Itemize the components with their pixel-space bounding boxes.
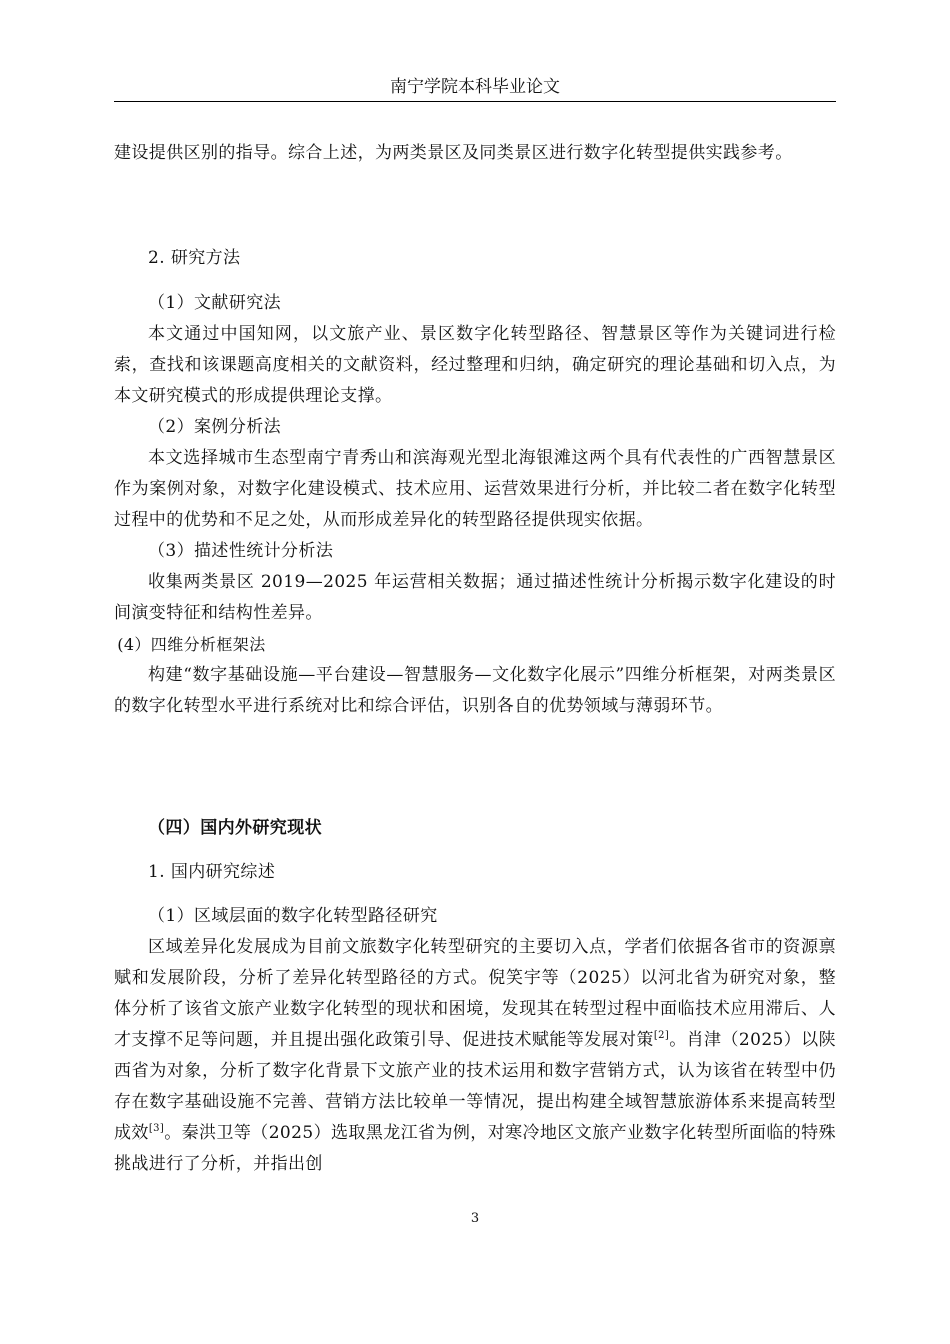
method-1-text: 本文通过中国知网，以文旅产业、景区数字化转型路径、智慧景区等作为关键词进行检索，查找和该课题高度相关的文献资料，经过整理和归纳，确定研究的理论基础和切入点，为本文研究模式的形成提供理论支撑。 — [114, 324, 836, 406]
research-status-block — [114, 813, 836, 1180]
regional-path-paragraph — [114, 932, 836, 1180]
running-header: 南宁学院本科毕业论文 — [390, 77, 560, 97]
section-4-heading: （四）国内外研究现状 — [148, 818, 322, 838]
citation-ref[interactable]: [2] — [653, 1030, 670, 1041]
method-4-title: (4）四维分析框架法 — [117, 635, 266, 654]
continuation-paragraph: 建设提供区别的指导。综合上述，为两类景区及同类景区进行数字化转型提供实践参考。 — [114, 143, 793, 163]
header-divider — [114, 101, 836, 102]
methods-heading: 2. 研究方法 — [148, 248, 241, 268]
method-2-text: 本文选择城市生态型南宁青秀山和滨海观光型北海银滩这两个具有代表性的广西智慧景区作为案例对象，对数字化建设模式、技术应用、运营效果进行分析，并比较二者在数字化转型过程中的优势和不足之处，从而形成差异化的转型路径提供现实依据。 — [114, 448, 836, 530]
page-number: 3 — [470, 1211, 480, 1226]
continuation-block — [114, 138, 836, 169]
regional-path-heading: （1）区域层面的数字化转型路径研究 — [148, 906, 438, 926]
citation-ref[interactable]: [3] — [148, 1123, 165, 1134]
method-3-text: 收集两类景区 2019—2025 年运营相关数据；通过描述性统计分析揭示数字化建设的时间演变特征和结构性差异。 — [114, 572, 836, 623]
domestic-review-heading: 1. 国内研究综述 — [148, 862, 276, 882]
research-methods-block — [114, 243, 836, 722]
method-3-title: （3）描述性统计分析法 — [148, 541, 334, 561]
method-4-text: 构建“数字基础设施—平台建设—智慧服务—文化数字化展示”四维分析框架，对两类景区的数字化转型水平进行系统对比和综合评估，识别各自的优势领域与薄弱环节。 — [114, 665, 836, 716]
paragraph-text: 。秦洪卫等（2025）选取黑龙江省为例，对寒冷地区文旅产业数字化转型所面临的特殊挑战进行了分析，并指出创 — [114, 1123, 836, 1174]
paragraph-text: 。肖津（2025）以陕西省为对象，分析了数字化背景下文旅产业的技术运用和数字营销方式，认为该省在转型中仍存在数字基础设施不完善、营销方法比较单一等情况，提出构建全域智慧旅游体系来提高转型成效 — [114, 1030, 836, 1143]
paragraph-text: 区域差异化发展成为目前文旅数字化转型研究的主要切入点，学者们依据各省市的资源禀赋和发展阶段，分析了差异化转型路径的方式。倪笑宇等（2025）以河北省为研究对象，整体分析了该省文旅产业数字化转型的现状和困境，发现其在转型过程中面临技术应用滞后、人才支撑不足等问题，并且提出强化政策引导、促进技术赋能等发展对策 — [114, 937, 836, 1050]
method-2-title: （2）案例分析法 — [148, 417, 282, 437]
method-1-title: （1）文献研究法 — [148, 293, 282, 313]
